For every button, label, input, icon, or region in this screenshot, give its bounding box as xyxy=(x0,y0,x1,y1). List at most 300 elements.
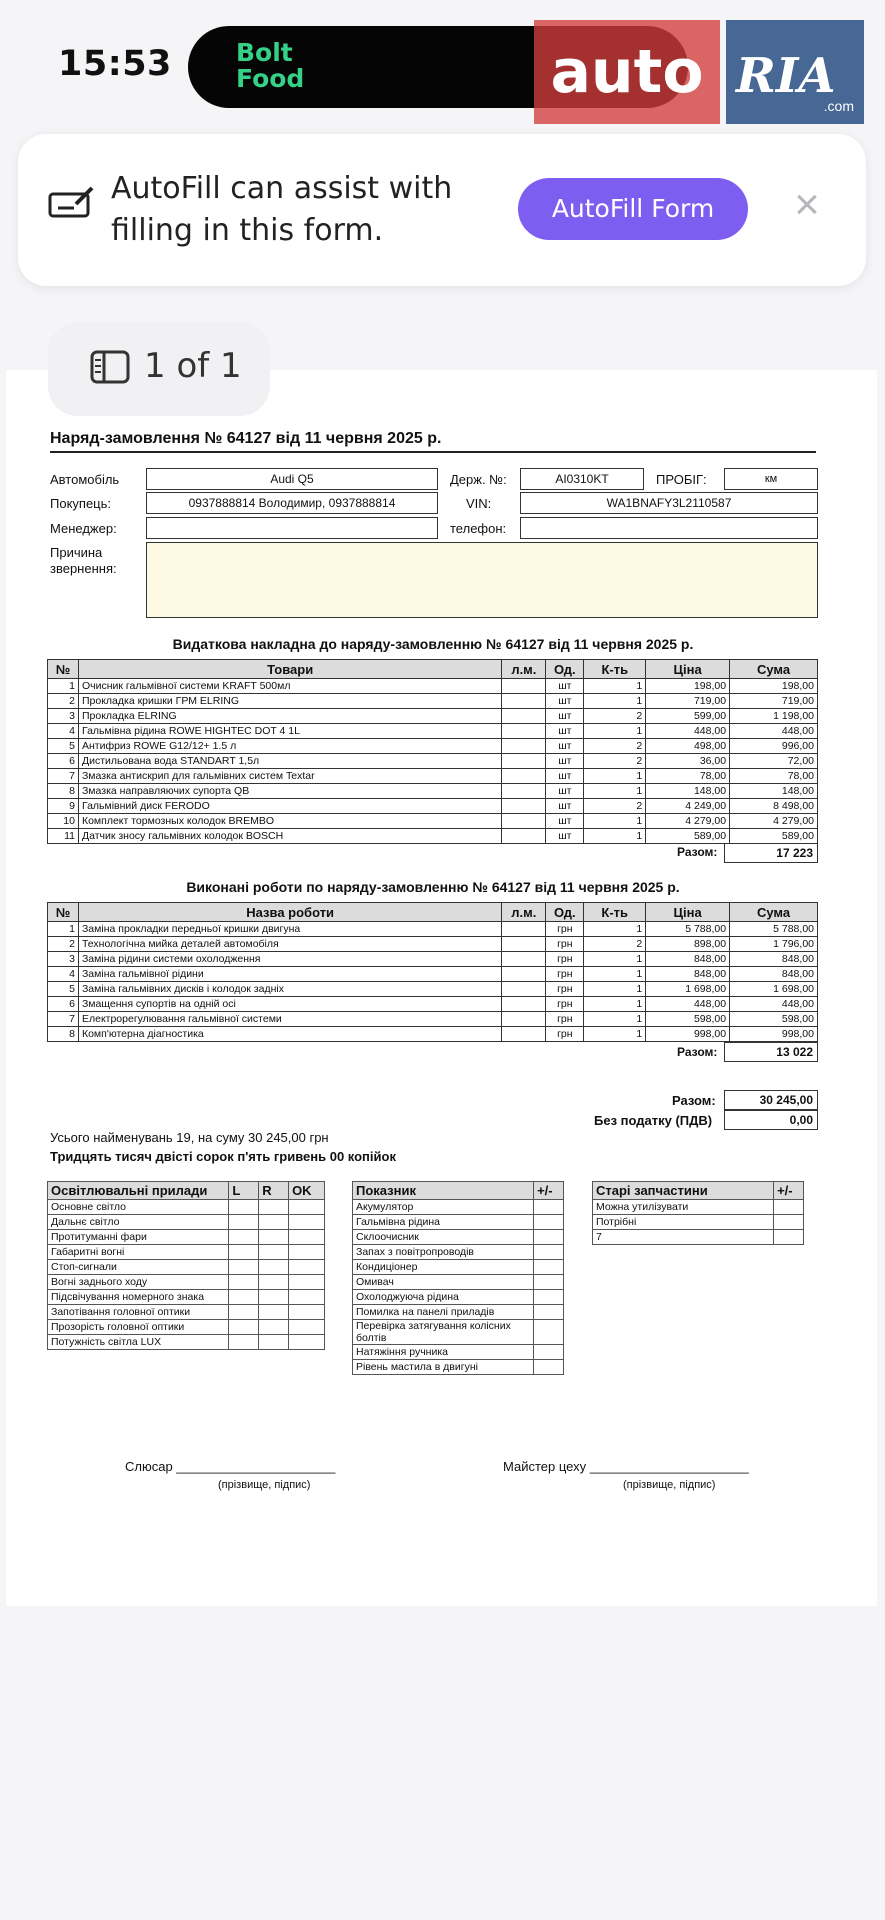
parts-row xyxy=(48,799,818,814)
lights-mark-cell[interactable] xyxy=(229,1245,259,1260)
parts-cell-num: 3 xyxy=(48,709,79,724)
lights-row xyxy=(48,1230,325,1245)
parts-cell-lm xyxy=(502,784,546,799)
foreman-signature-caption: (прізвище, підпис) xyxy=(623,1479,716,1491)
works-cell-price: 898,00 xyxy=(646,937,730,952)
parts-row xyxy=(48,739,818,754)
buyer-label: Покупець: xyxy=(50,496,112,511)
parts-row xyxy=(48,829,818,844)
lights-header-name: Освітлювальні прилади xyxy=(48,1182,229,1200)
indicators-name: Акумулятор xyxy=(353,1200,534,1215)
works-cell-item: Технологічна мийка деталей автомобіля xyxy=(78,937,501,952)
parts-cell-sum: 996,00 xyxy=(730,739,818,754)
vat-label: Без податку (ПДВ) xyxy=(594,1113,713,1128)
parts-row xyxy=(48,724,818,739)
parts-header-price: Ціна xyxy=(646,660,730,679)
parts-cell-num: 10 xyxy=(48,814,79,829)
parts-cell-unit: шт xyxy=(546,694,584,709)
works-cell-item: Комп'ютерна діагностика xyxy=(78,1027,501,1042)
works-total-label: Разом: xyxy=(677,1045,718,1059)
indicators-row xyxy=(353,1230,564,1245)
mechanic-signature[interactable]: Слюсар ______________________ xyxy=(125,1459,336,1474)
bolt-food-logo: Bolt Food xyxy=(236,38,305,93)
works-header-row xyxy=(48,903,818,922)
indicators-header-name: Показник xyxy=(353,1182,534,1200)
indicators-name: Рівень мастила в двигуні xyxy=(353,1360,534,1375)
works-cell-sum: 448,00 xyxy=(730,997,818,1012)
autofill-message-line2: filling in this form. xyxy=(111,213,384,248)
lights-mark-cell[interactable] xyxy=(229,1260,259,1275)
plate-label: Держ. №: xyxy=(450,472,507,487)
works-cell-unit: грн xyxy=(546,922,584,937)
parts-title: Видаткова накладна до наряду-замовленню № 64127 від 11 червня 2025 р. xyxy=(172,636,694,652)
works-cell-num: 3 xyxy=(48,952,79,967)
works-cell-lm xyxy=(502,967,546,982)
works-cell-price: 998,00 xyxy=(646,1027,730,1042)
parts-cell-qty: 1 xyxy=(584,829,646,844)
parts-cell-unit: шт xyxy=(546,754,584,769)
old-parts-name: 7 xyxy=(593,1230,774,1245)
works-cell-qty: 1 xyxy=(584,952,646,967)
works-row xyxy=(48,982,818,997)
parts-cell-lm xyxy=(502,754,546,769)
indicators-header-mark: +/- xyxy=(534,1182,564,1200)
lights-mark-cell[interactable] xyxy=(259,1245,289,1260)
parts-cell-qty: 1 xyxy=(584,769,646,784)
ria-logo-text: RIA xyxy=(736,48,836,104)
lights-mark-cell[interactable] xyxy=(289,1305,325,1320)
reason-label: Причина звернення: xyxy=(50,545,117,576)
works-total-value: 13 022 xyxy=(724,1042,818,1062)
indicators-mark-cell[interactable] xyxy=(534,1320,564,1345)
page-count-label: 1 of 1 xyxy=(144,346,242,386)
car-label: Автомобіль xyxy=(50,472,120,487)
lights-mark-cell[interactable] xyxy=(289,1290,325,1305)
parts-cell-sum: 148,00 xyxy=(730,784,818,799)
works-cell-qty: 1 xyxy=(584,1012,646,1027)
works-cell-qty: 1 xyxy=(584,1027,646,1042)
grand-total-label: Разом: xyxy=(672,1093,716,1108)
works-cell-lm xyxy=(502,1027,546,1042)
parts-cell-qty: 1 xyxy=(584,724,646,739)
works-cell-sum: 598,00 xyxy=(730,1012,818,1027)
vin-label: VIN: xyxy=(466,496,492,511)
doc-title: Наряд-замовлення № 64127 від 11 червня 2025 р. xyxy=(50,430,816,453)
works-row xyxy=(48,937,818,952)
parts-cell-unit: шт xyxy=(546,769,584,784)
parts-cell-num: 5 xyxy=(48,739,79,754)
parts-cell-price: 599,00 xyxy=(646,709,730,724)
lights-name: Габаритні вогні xyxy=(48,1245,229,1260)
parts-header-sum: Сума xyxy=(730,660,818,679)
indicators-row xyxy=(353,1200,564,1215)
lights-row xyxy=(48,1290,325,1305)
parts-cell-item: Змазка направляючих супорта QB xyxy=(78,784,501,799)
parts-header-num: № xyxy=(48,660,79,679)
mileage-field[interactable]: км xyxy=(724,468,818,490)
indicators-name: Склоочисник xyxy=(353,1230,534,1245)
works-cell-lm xyxy=(502,1012,546,1027)
parts-cell-price: 498,00 xyxy=(646,739,730,754)
works-cell-price: 598,00 xyxy=(646,1012,730,1027)
manager-field[interactable] xyxy=(146,517,438,539)
parts-cell-lm xyxy=(502,694,546,709)
works-cell-num: 2 xyxy=(48,937,79,952)
old-parts-name: Можна утилізувати xyxy=(593,1200,774,1215)
works-cell-sum: 848,00 xyxy=(730,952,818,967)
works-cell-num: 8 xyxy=(48,1027,79,1042)
lights-mark-cell[interactable] xyxy=(259,1215,289,1230)
lights-row xyxy=(48,1215,325,1230)
parts-cell-price: 4 249,00 xyxy=(646,799,730,814)
parts-cell-qty: 2 xyxy=(584,709,646,724)
parts-cell-lm xyxy=(502,679,546,694)
lights-mark-cell[interactable] xyxy=(229,1275,259,1290)
lights-mark-cell[interactable] xyxy=(289,1215,325,1230)
works-cell-unit: грн xyxy=(546,967,584,982)
lights-mark-cell[interactable] xyxy=(229,1320,259,1335)
works-header-lm: л.м. xyxy=(502,903,546,922)
indicators-name: Перевірка затягування колісних болтів xyxy=(353,1320,534,1345)
works-cell-item: Змащення супортів на одній осі xyxy=(78,997,501,1012)
parts-cell-lm xyxy=(502,829,546,844)
lights-name: Протитуманні фари xyxy=(48,1230,229,1245)
auto-ria-watermark: auto xyxy=(534,20,720,124)
parts-cell-unit: шт xyxy=(546,679,584,694)
indicators-name: Охолоджуюча рідина xyxy=(353,1290,534,1305)
indicators-mark-cell[interactable] xyxy=(534,1345,564,1360)
lights-mark-cell[interactable] xyxy=(289,1260,325,1275)
indicators-row xyxy=(353,1345,564,1360)
parts-cell-item: Гальмівна рідина ROWE HIGHTEC DOT 4 1L xyxy=(78,724,501,739)
works-cell-lm xyxy=(502,922,546,937)
lights-mark-cell[interactable] xyxy=(259,1200,289,1215)
lights-mark-cell[interactable] xyxy=(259,1260,289,1275)
lights-mark-cell[interactable] xyxy=(259,1290,289,1305)
summary-words: Тридцять тисяч двісті сорок п'ять гривень 00 копійок xyxy=(50,1149,396,1164)
lights-mark-cell[interactable] xyxy=(259,1320,289,1335)
parts-cell-sum: 4 279,00 xyxy=(730,814,818,829)
ria-watermark xyxy=(726,20,864,124)
lights-mark-cell[interactable] xyxy=(289,1245,325,1260)
works-title: Виконані роботи по наряду-замовленню № 64127 від 11 червня 2025 р. xyxy=(186,879,680,895)
parts-cell-num: 6 xyxy=(48,754,79,769)
parts-cell-item: Гальмівний диск FERODO xyxy=(78,799,501,814)
parts-cell-lm xyxy=(502,724,546,739)
parts-cell-price: 589,00 xyxy=(646,829,730,844)
works-cell-lm xyxy=(502,952,546,967)
parts-table xyxy=(47,659,818,844)
works-header-sum: Сума xyxy=(730,903,818,922)
lights-name: Стоп-сигнали xyxy=(48,1260,229,1275)
parts-cell-qty: 2 xyxy=(584,754,646,769)
works-cell-item: Заміна гальмівної рідини xyxy=(78,967,501,982)
parts-cell-num: 8 xyxy=(48,784,79,799)
indicators-row xyxy=(353,1360,564,1375)
indicators-mark-cell[interactable] xyxy=(534,1230,564,1245)
autofill-pen-icon xyxy=(48,184,96,220)
works-row xyxy=(48,952,818,967)
indicators-mark-cell[interactable] xyxy=(534,1305,564,1320)
works-row xyxy=(48,967,818,982)
parts-header-row xyxy=(48,660,818,679)
works-cell-item: Заміна прокладки передньої кришки двигуна xyxy=(78,922,501,937)
lights-mark-cell[interactable] xyxy=(259,1275,289,1290)
parts-cell-sum: 448,00 xyxy=(730,724,818,739)
indicators-row xyxy=(353,1290,564,1305)
parts-row xyxy=(48,784,818,799)
works-cell-sum: 998,00 xyxy=(730,1027,818,1042)
parts-row xyxy=(48,754,818,769)
parts-cell-item: Антифриз ROWE G12/12+ 1.5 л xyxy=(78,739,501,754)
indicators-name: Натяжіння ручника xyxy=(353,1345,534,1360)
works-cell-num: 7 xyxy=(48,1012,79,1027)
summary-count: Усього найменувань 19, на суму 30 245,00 грн xyxy=(50,1130,329,1145)
works-cell-unit: грн xyxy=(546,952,584,967)
parts-total-value: 17 223 xyxy=(724,843,818,863)
parts-row xyxy=(48,679,818,694)
page-indicator[interactable] xyxy=(48,322,270,416)
indicators-mark-cell[interactable] xyxy=(534,1275,564,1290)
lights-mark-cell[interactable] xyxy=(289,1275,325,1290)
parts-cell-unit: шт xyxy=(546,709,584,724)
works-cell-num: 1 xyxy=(48,922,79,937)
works-cell-item: Заміна рідини системи охолодження xyxy=(78,952,501,967)
lights-name: Вогні заднього ходу xyxy=(48,1275,229,1290)
lights-header-r: R xyxy=(259,1182,289,1200)
lights-mark-cell[interactable] xyxy=(229,1335,259,1350)
parts-cell-item: Прокладка кришки ГРМ ELRING xyxy=(78,694,501,709)
lights-name: Прозорість головної оптики xyxy=(48,1320,229,1335)
indicators-mark-cell[interactable] xyxy=(534,1200,564,1215)
phone-label: телефон: xyxy=(450,521,507,536)
parts-cell-price: 4 279,00 xyxy=(646,814,730,829)
lights-mark-cell[interactable] xyxy=(259,1230,289,1245)
lights-mark-cell[interactable] xyxy=(229,1215,259,1230)
works-cell-price: 848,00 xyxy=(646,967,730,982)
lights-mark-cell[interactable] xyxy=(289,1200,325,1215)
parts-cell-unit: шт xyxy=(546,784,584,799)
indicators-header-row xyxy=(353,1182,564,1200)
parts-cell-num: 9 xyxy=(48,799,79,814)
works-row xyxy=(48,997,818,1012)
old-parts-row xyxy=(593,1230,804,1245)
works-cell-num: 6 xyxy=(48,997,79,1012)
old-parts-header-name: Старі запчастини xyxy=(593,1182,774,1200)
works-cell-unit: грн xyxy=(546,937,584,952)
parts-cell-item: Змазка антискрип для гальмівних систем Textar xyxy=(78,769,501,784)
lights-mark-cell[interactable] xyxy=(229,1200,259,1215)
parts-cell-num: 1 xyxy=(48,679,79,694)
parts-cell-qty: 1 xyxy=(584,694,646,709)
car-field[interactable]: Audi Q5 xyxy=(146,468,438,490)
clock: 15:53 xyxy=(58,44,172,84)
lights-mark-cell[interactable] xyxy=(259,1305,289,1320)
parts-cell-item: Комплект тормозных колодок BREMBO xyxy=(78,814,501,829)
manager-label: Менеджер: xyxy=(50,521,117,536)
indicators-name: Гальмівна рідина xyxy=(353,1215,534,1230)
works-cell-unit: грн xyxy=(546,1012,584,1027)
parts-cell-qty: 2 xyxy=(584,799,646,814)
parts-cell-price: 719,00 xyxy=(646,694,730,709)
parts-total-label: Разом: xyxy=(677,845,718,859)
parts-row xyxy=(48,709,818,724)
plate-field[interactable]: AI0310KT xyxy=(520,468,644,490)
indicators-table xyxy=(352,1181,564,1375)
parts-cell-num: 7 xyxy=(48,769,79,784)
vin-field[interactable]: WA1BNAFY3L2110587 xyxy=(520,492,818,514)
autofill-message xyxy=(111,168,452,252)
lights-mark-cell[interactable] xyxy=(289,1335,325,1350)
works-cell-price: 1 698,00 xyxy=(646,982,730,997)
lights-header-ok: OK xyxy=(289,1182,325,1200)
parts-cell-lm xyxy=(502,814,546,829)
parts-cell-item: Датчик зносу гальмівних колодок BOSCH xyxy=(78,829,501,844)
works-cell-lm xyxy=(502,982,546,997)
parts-cell-unit: шт xyxy=(546,799,584,814)
lights-mark-cell[interactable] xyxy=(259,1335,289,1350)
lights-table xyxy=(47,1181,325,1350)
parts-cell-sum: 198,00 xyxy=(730,679,818,694)
lights-row xyxy=(48,1245,325,1260)
works-cell-price: 448,00 xyxy=(646,997,730,1012)
parts-cell-qty: 1 xyxy=(584,679,646,694)
old-parts-mark-cell[interactable] xyxy=(774,1215,804,1230)
parts-cell-lm xyxy=(502,739,546,754)
works-cell-price: 5 788,00 xyxy=(646,922,730,937)
parts-cell-item: Прокладка ELRING xyxy=(78,709,501,724)
parts-cell-qty: 2 xyxy=(584,739,646,754)
lights-header-row xyxy=(48,1182,325,1200)
indicators-name: Запах з повітропроводів xyxy=(353,1245,534,1260)
works-cell-lm xyxy=(502,937,546,952)
works-cell-price: 848,00 xyxy=(646,952,730,967)
works-cell-sum: 1 796,00 xyxy=(730,937,818,952)
works-header-num: № xyxy=(48,903,79,922)
autofill-form-button[interactable]: AutoFill Form xyxy=(518,178,748,240)
lights-name: Потужність світла LUX xyxy=(48,1335,229,1350)
parts-cell-qty: 1 xyxy=(584,784,646,799)
indicators-name: Омивач xyxy=(353,1275,534,1290)
indicators-row xyxy=(353,1320,564,1345)
indicators-mark-cell[interactable] xyxy=(534,1360,564,1375)
works-table xyxy=(47,902,818,1042)
parts-cell-sum: 78,00 xyxy=(730,769,818,784)
lights-name: Дальнє світло xyxy=(48,1215,229,1230)
works-cell-unit: грн xyxy=(546,1027,584,1042)
works-cell-sum: 1 698,00 xyxy=(730,982,818,997)
indicators-name: Помилка на панелі приладів xyxy=(353,1305,534,1320)
parts-cell-item: Очисник гальмівної системи KRAFT 500мл xyxy=(78,679,501,694)
parts-cell-num: 11 xyxy=(48,829,79,844)
reason-field[interactable] xyxy=(146,542,818,618)
foreman-signature[interactable]: Майстер цеху ______________________ xyxy=(503,1459,749,1474)
lights-row xyxy=(48,1275,325,1290)
indicators-name: Кондиціонер xyxy=(353,1260,534,1275)
parts-cell-num: 2 xyxy=(48,694,79,709)
parts-cell-unit: шт xyxy=(546,724,584,739)
lights-mark-cell[interactable] xyxy=(229,1290,259,1305)
works-header-item: Назва роботи xyxy=(78,903,501,922)
sidebar-icon xyxy=(90,350,130,384)
lights-row xyxy=(48,1335,325,1350)
parts-header-item: Товари xyxy=(78,660,501,679)
works-header-price: Ціна xyxy=(646,903,730,922)
lights-mark-cell[interactable] xyxy=(229,1230,259,1245)
old-parts-header-mark: +/- xyxy=(774,1182,804,1200)
lights-header-l: L xyxy=(229,1182,259,1200)
parts-header-qty: К-ть xyxy=(584,660,646,679)
lights-mark-cell[interactable] xyxy=(289,1320,325,1335)
works-cell-sum: 5 788,00 xyxy=(730,922,818,937)
indicators-row xyxy=(353,1275,564,1290)
parts-row xyxy=(48,769,818,784)
close-icon[interactable]: × xyxy=(794,180,820,229)
indicators-mark-cell[interactable] xyxy=(534,1215,564,1230)
parts-header-unit: Од. xyxy=(546,660,584,679)
parts-row xyxy=(48,694,818,709)
works-cell-item: Електрорегулювання гальмівної системи xyxy=(78,1012,501,1027)
mileage-label: ПРОБІГ: xyxy=(656,472,707,487)
status-bar xyxy=(0,0,885,130)
works-cell-qty: 1 xyxy=(584,982,646,997)
parts-header-lm: л.м. xyxy=(502,660,546,679)
works-cell-num: 5 xyxy=(48,982,79,997)
buyer-field[interactable]: 0937888814 Володимир, 0937888814 xyxy=(146,492,438,514)
autofill-message-line1: AutoFill can assist with xyxy=(111,171,453,206)
lights-row xyxy=(48,1320,325,1335)
lights-name: Запотівання головної оптики xyxy=(48,1305,229,1320)
works-cell-qty: 1 xyxy=(584,997,646,1012)
parts-cell-unit: шт xyxy=(546,739,584,754)
lights-row xyxy=(48,1260,325,1275)
parts-cell-price: 36,00 xyxy=(646,754,730,769)
parts-cell-sum: 1 198,00 xyxy=(730,709,818,724)
parts-cell-sum: 719,00 xyxy=(730,694,818,709)
indicators-row xyxy=(353,1245,564,1260)
indicators-row xyxy=(353,1260,564,1275)
old-parts-row xyxy=(593,1215,804,1230)
parts-cell-qty: 1 xyxy=(584,814,646,829)
parts-cell-lm xyxy=(502,799,546,814)
parts-row xyxy=(48,814,818,829)
indicators-mark-cell[interactable] xyxy=(534,1245,564,1260)
grand-total-value: 30 245,00 xyxy=(724,1090,818,1110)
lights-name: Основне світло xyxy=(48,1200,229,1215)
lights-mark-cell[interactable] xyxy=(289,1230,325,1245)
parts-cell-sum: 8 498,00 xyxy=(730,799,818,814)
works-cell-qty: 2 xyxy=(584,937,646,952)
old-parts-mark-cell[interactable] xyxy=(774,1230,804,1245)
lights-row xyxy=(48,1200,325,1215)
lights-name: Підсвічування номерного знака xyxy=(48,1290,229,1305)
phone-field[interactable] xyxy=(520,517,818,539)
works-cell-item: Заміна гальмівних дисків і колодок задніх xyxy=(78,982,501,997)
indicators-mark-cell[interactable] xyxy=(534,1290,564,1305)
parts-cell-lm xyxy=(502,709,546,724)
parts-cell-unit: шт xyxy=(546,829,584,844)
works-cell-sum: 848,00 xyxy=(730,967,818,982)
works-cell-lm xyxy=(502,997,546,1012)
old-parts-mark-cell[interactable] xyxy=(774,1200,804,1215)
parts-cell-price: 448,00 xyxy=(646,724,730,739)
lights-mark-cell[interactable] xyxy=(229,1305,259,1320)
parts-cell-unit: шт xyxy=(546,814,584,829)
parts-cell-price: 198,00 xyxy=(646,679,730,694)
parts-cell-sum: 72,00 xyxy=(730,754,818,769)
parts-cell-num: 4 xyxy=(48,724,79,739)
indicators-mark-cell[interactable] xyxy=(534,1260,564,1275)
